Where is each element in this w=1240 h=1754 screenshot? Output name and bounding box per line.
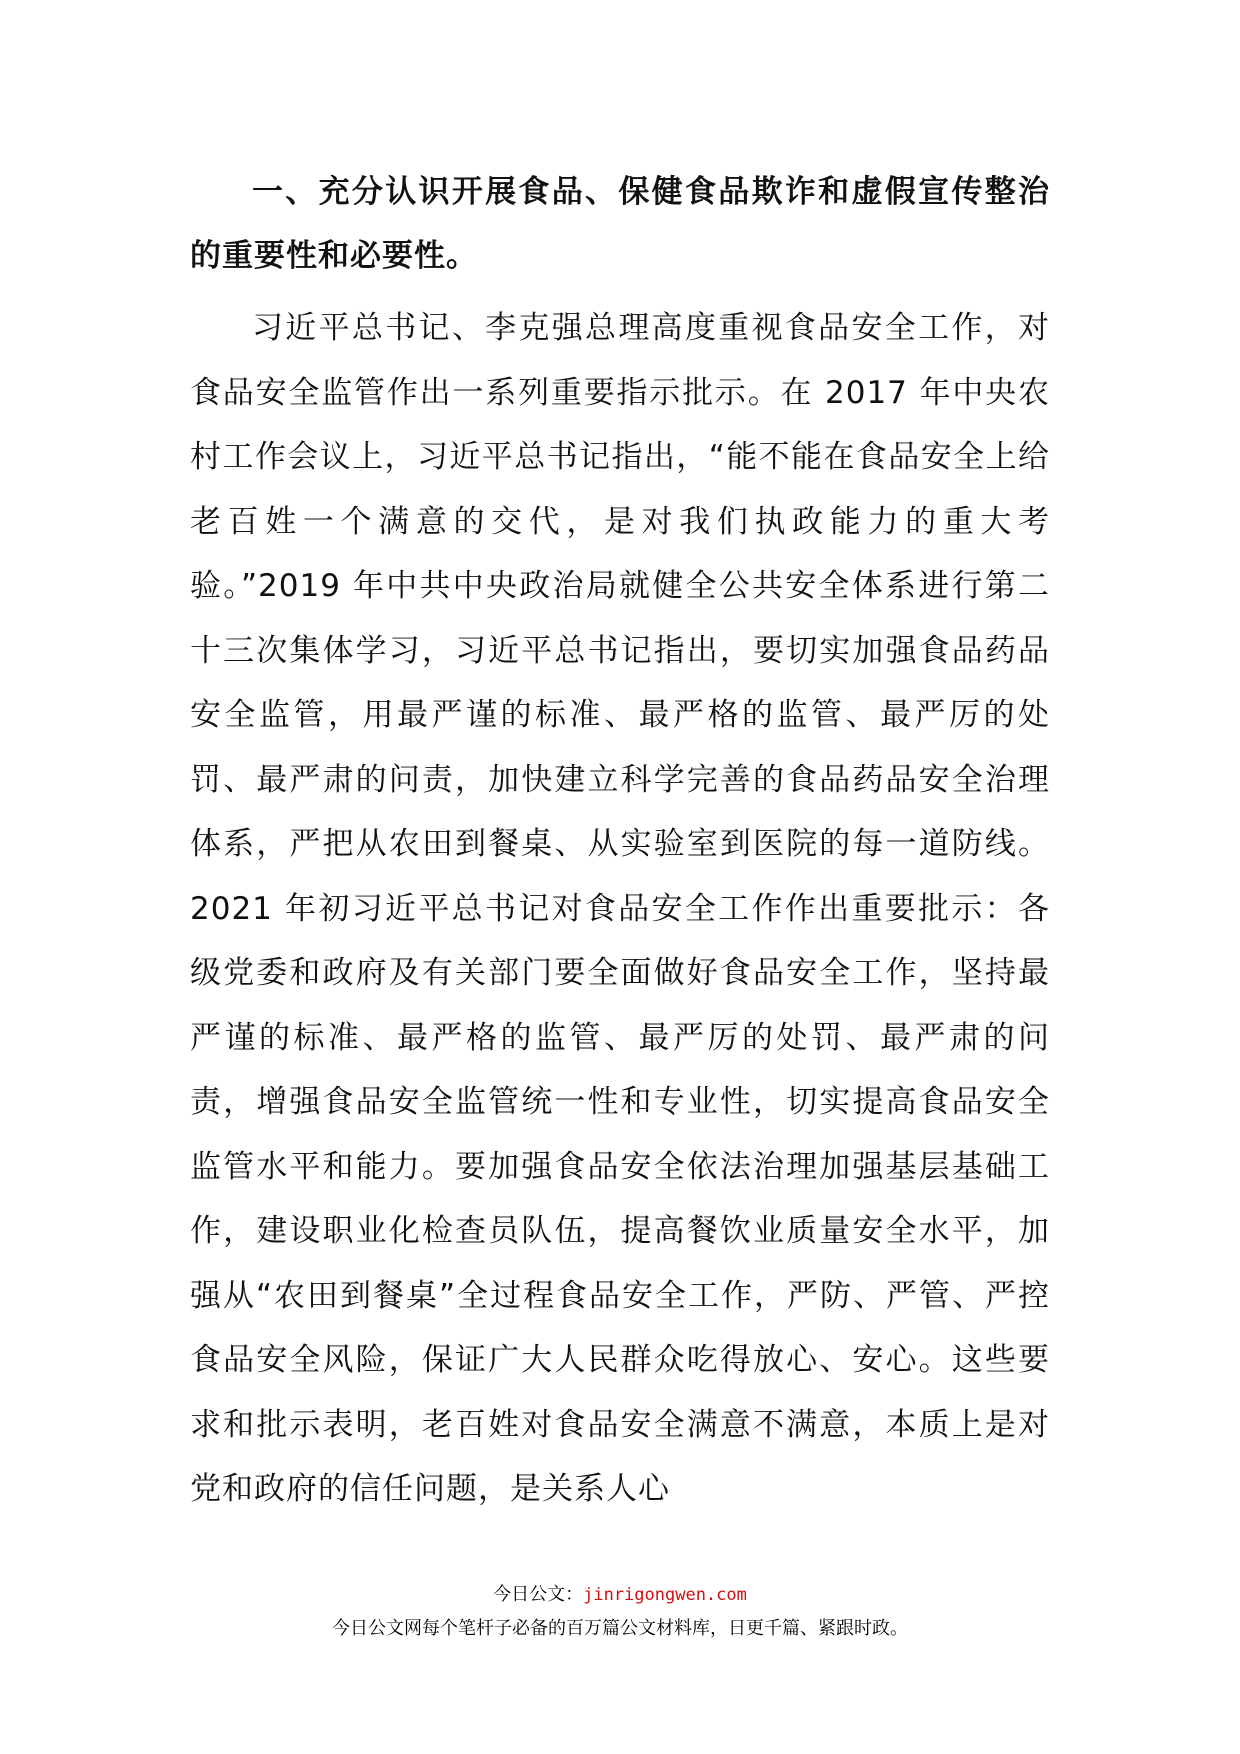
footer-tagline: 今日公文网每个笔杆子必备的百万篇公文材料库，日更千篇、紧跟时政。 bbox=[332, 1618, 908, 1639]
body-paragraph: 习近平总书记、李克强总理高度重视食品安全工作，对食品安全监管作出一系列重要指示批示。在 2017 年中央农村工作会议上，习近平总书记指出，“能不能在食品安全上给老百姓一个满意的交代，是对我们执政能力的重大考验。”2019 年中共中央政治局就健全公共安全体系进行第二十三次集体学习，习近平总书记指出，要切实加强食品药品安全监管，用最严谨的标准、最严格的监管、最严厉的处罚、最严肃的问责，加快建立科学完善的食品药品安全治理体系，严把从农田到餐桌、从实验室到医院的每一道防线。2021 年初习近平总书记对食品安全工作作出重要批示：各级党委和政府及有关部门要全面做好食品安全工作，坚持最严谨的标准、最严格的监管、最严厉的处罚、最严肃的问责，增强食品安全监管统一性和专业性，切实提高食品安全监管水平和能力。要加强食品安全依法治理加强基层基础工作，建设职业化检查员队伍，提高餐饮业质量安全水平，加强从“农田到餐桌”全过程食品安全工作，严防、严管、严控食品安全风险，保证广大人民群众吃得放心、安心。这些要求和批示表明，老百姓对食品安全满意不满意，本质上是对党和政府的信任问题，是关系人心 bbox=[190, 310, 1050, 1507]
footer-label: 今日公文： bbox=[493, 1584, 584, 1605]
section-heading: 一、充分认识开展食品、保健食品欺诈和虚假宣传整治的重要性和必要性。 bbox=[190, 174, 1050, 274]
footer-source bbox=[0, 1580, 1240, 1606]
footer-url-link[interactable]: jinrigongwen.com bbox=[583, 1585, 747, 1605]
document-body bbox=[190, 160, 1050, 1522]
